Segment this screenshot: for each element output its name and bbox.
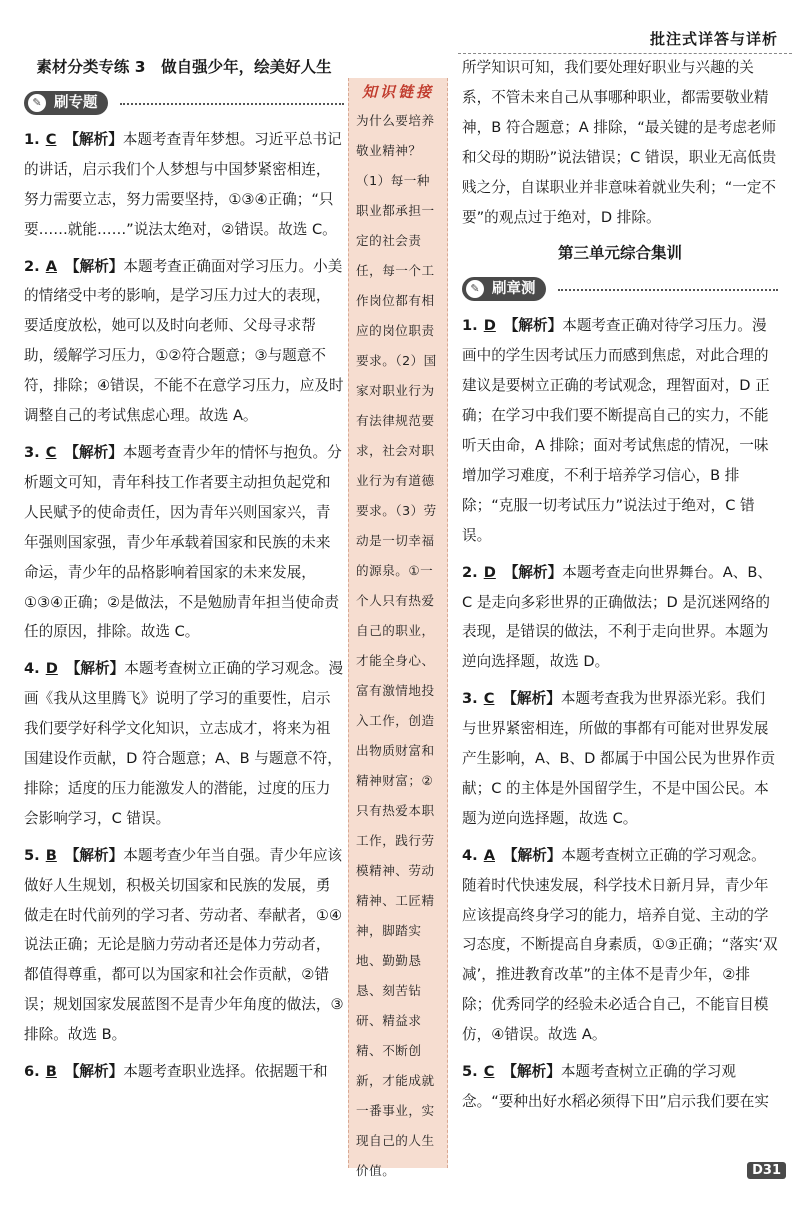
banner-label: 刷章测 bbox=[492, 281, 536, 298]
answer-choice: A bbox=[45, 257, 57, 275]
answer-choice: D bbox=[45, 660, 58, 678]
item-number: 5. bbox=[24, 846, 40, 864]
analysis-text: 本题考查青少年的情怀与抱负。分析题文可知，青年科技工作者要主动担负起党和人民赋予的使命责任，因为青年兴则国家兴，青年强则国家强，青少年承载着国家和民族的未来命运，青少年的品格影响着国家的未来发展，①③④正确；②是做法，不是勉励青年担当使命责任的原因，排除。故选 C。 bbox=[24, 443, 342, 641]
answer-item-6 bbox=[24, 1057, 344, 1087]
book-logo-icon: ✎ bbox=[28, 94, 46, 112]
answer-item-1 bbox=[462, 311, 778, 550]
sidebar-body: 为什么要培养敬业精神？（1）每一种职业都承担一定的社会责任，每一个工作岗位都有相应的岗位职责要求。（2）国家对职业行为有法律规范要求，社会对职业行为有道德要求。（3）劳动是一切幸福的源泉。①一个人只有热爱自己的职业，才能全身心、富有激情地投入工作，创造出物质财富和精神财富；②只有热爱本职工作，践行劳模精神、劳动精神、工匠精神，脚踏实地、勤勤恳恳、刻苦钻研、精益求精、不断创新，才能成就一番事业，实现自己的人生价值。 bbox=[356, 113, 437, 1178]
continuation-text: 所学知识可知，我们要处理好职业与兴趣的关系，不管未来自己从事哪种职业，都需要敬业精神，B 符合题意；A 排除，“最关键的是考虑老师和父母的期盼”说法错误；C 错误，职业无高低贵贱之分，自谋职业并非意味着就业失利；“一定不要”的观点过于绝对，D 排除。 bbox=[462, 59, 777, 226]
analysis-text: 本题考查树立正确的学习观念。“要种出好水稻必须得下田”启示我们要在实 bbox=[462, 1063, 769, 1110]
answer-item-3 bbox=[462, 684, 778, 834]
answer-item-5 bbox=[24, 841, 344, 1050]
header-title: 批注式详答与详析 bbox=[649, 30, 778, 48]
analysis-text: 本题考查我为世界添光彩。我们与世界紧密相连，所做的事都有可能对世界发展产生影响，A、B、D 都属于中国公民为世界作贡献；C 的主体是外国留学生，不是中国公民。本题为逆向选择题，故选 C。 bbox=[462, 690, 776, 827]
page-number: D31 bbox=[747, 1162, 786, 1179]
analysis-text: 本题考查职业选择。依据题干和 bbox=[123, 1063, 328, 1081]
analysis-tag: 【解析】 bbox=[64, 846, 124, 864]
analysis-tag: 【解析】 bbox=[64, 130, 123, 148]
answer-choice: C bbox=[483, 690, 495, 708]
analysis-text: 本题考查走向世界舞台。A、B、C 是走向多彩世界的正确做法；D 是沉迷网络的表现，是错误的做法，不利于走向世界。本题为逆向选择题，故选 D。 bbox=[462, 563, 772, 671]
right-column bbox=[462, 53, 778, 1124]
answer-item-4 bbox=[24, 654, 344, 833]
item-number: 2. bbox=[24, 257, 40, 275]
item-number: 4. bbox=[462, 846, 478, 864]
answer-item-1 bbox=[24, 125, 344, 245]
item-number: 3. bbox=[462, 690, 478, 708]
sidebar-title: 知识链接 bbox=[361, 83, 434, 101]
item-number: 2. bbox=[462, 563, 478, 581]
knowledge-link-sidebar bbox=[348, 78, 448, 1178]
analysis-tag: 【解析】 bbox=[503, 317, 563, 335]
left-banner bbox=[24, 89, 344, 119]
item-number: 6. bbox=[24, 1063, 40, 1081]
analysis-text: 本题考查少年当自强。青少年应该做好人生规划，积极关切国家和民族的发展，勇做走在时代前列的学习者、劳动者、奉献者，①④说法正确；无论是脑力劳动者还是体力劳动者，都值得尊重，都可以为国家和社会作贡献，②错误；规划国家发展蓝图不是青少年角度的做法，③排除。故选 B。 bbox=[24, 846, 344, 1044]
analysis-tag: 【解析】 bbox=[64, 443, 123, 461]
analysis-tag: 【解析】 bbox=[64, 1063, 124, 1081]
analysis-tag: 【解析】 bbox=[503, 846, 562, 864]
right-section-title: 第三单元综合集训 bbox=[557, 244, 682, 263]
analysis-text: 本题考查树立正确的学习观念。漫画《我从这里腾飞》说明了学习的重要性，启示我们要学好科学文化知识，立志成才，将来为祖国建设作贡献，D 符合题意；A、B 与题意不符，排除；适度的压力能激发人的潜能，过度的压力会影响学习，C 错误。 bbox=[24, 660, 344, 827]
analysis-tag: 【解析】 bbox=[502, 1063, 561, 1081]
banner-dots bbox=[120, 103, 344, 105]
item-number: 5. bbox=[462, 1063, 478, 1081]
analysis-text: 本题考查青年梦想。习近平总书记的讲话，启示我们个人梦想与中国梦紧密相连，努力需要立志，努力需要坚持，①③④正确；“只要……就能……”说法太绝对，②错误。故选 C。 bbox=[24, 130, 342, 238]
left-column bbox=[24, 53, 344, 1094]
item-number: 1. bbox=[462, 317, 478, 335]
analysis-tag: 【解析】 bbox=[65, 257, 124, 275]
answer-choice: C bbox=[45, 443, 57, 461]
book-logo-icon: ✎ bbox=[466, 280, 484, 298]
analysis-tag: 【解析】 bbox=[503, 563, 563, 581]
answer-choice: A bbox=[483, 846, 495, 864]
answer-item-2 bbox=[24, 252, 344, 431]
answer-choice: B bbox=[45, 1063, 57, 1081]
analysis-tag: 【解析】 bbox=[65, 660, 125, 678]
answer-choice: C bbox=[45, 130, 57, 148]
banner-pill bbox=[24, 91, 108, 115]
answer-choice: C bbox=[483, 1063, 495, 1081]
analysis-tag: 【解析】 bbox=[502, 690, 561, 708]
answer-item-5 bbox=[462, 1057, 778, 1117]
right-banner bbox=[462, 275, 778, 305]
item-number: 3. bbox=[24, 443, 40, 461]
answer-choice: D bbox=[483, 317, 496, 335]
item-number: 1. bbox=[24, 130, 40, 148]
answer-item-2 bbox=[462, 558, 778, 678]
answer-choice: D bbox=[483, 563, 496, 581]
banner-dots bbox=[558, 289, 778, 291]
analysis-text: 本题考查正确对待学习压力。漫画中的学生因考试压力而感到焦虑，对此合理的建议是要树立正确的考试观念，理智面对，D 正确；在学习中我们要不断提高自己的实力，不能听天由命，A 排除；面对考试焦虑的情况，一味增加学习难度，不利于培养学习信心，B 排除；“克服一切考试压力”说法过于绝对，C 错误。 bbox=[462, 317, 770, 544]
analysis-text: 本题考查树立正确的学习观念。随着时代快速发展，科学技术日新月异，青少年应该提高终身学习的能力，培养自觉、主动的学习态度，不断提高自身素质，①③正确；“落实‘双减’，推进教育改革”的主体不是青少年，②排除；优秀同学的经验未必适合自己，不能盲目模仿，④错误。故选 A。 bbox=[462, 846, 778, 1044]
left-section-title: 素材分类专练 3 做自强少年，绘美好人生 bbox=[36, 58, 332, 76]
banner-pill bbox=[462, 277, 546, 301]
answer-choice: B bbox=[45, 846, 57, 864]
item-number: 4. bbox=[24, 660, 40, 678]
banner-label: 刷专题 bbox=[54, 94, 98, 111]
answer-item-4 bbox=[462, 841, 778, 1050]
answer-item-3 bbox=[24, 438, 344, 647]
analysis-text: 本题考查正确面对学习压力。小美的情绪受中考的影响，是学习压力过大的表现，要适度放松，她可以及时向老师、父母寻求帮助，缓解学习压力，①②符合题意；③与题意不符，排除；④错误，不能不在意学习压力，应及时调整自己的考试焦虑心理。故选 A。 bbox=[24, 257, 344, 425]
